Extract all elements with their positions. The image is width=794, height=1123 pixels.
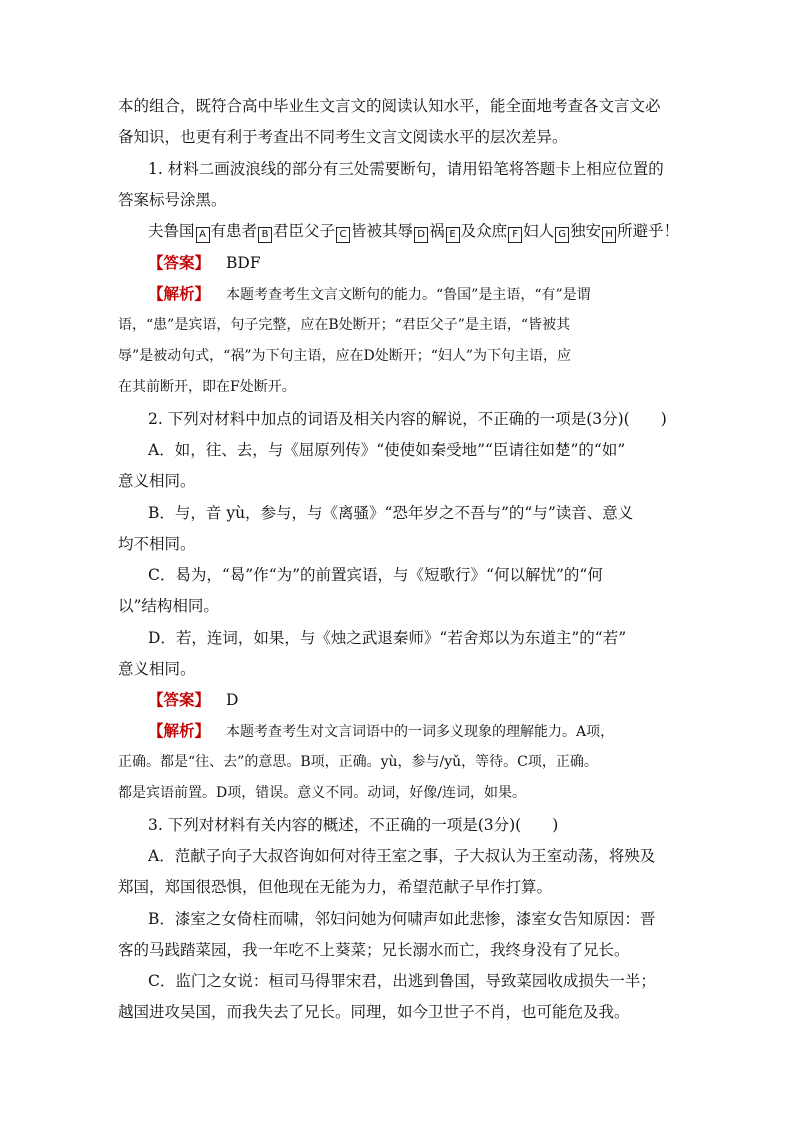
q1-analysis-line-1 [148, 284, 591, 305]
break-marker-c[interactable]: C [336, 227, 350, 243]
break-marker-h[interactable]: H [602, 227, 616, 243]
q1-answer [148, 253, 261, 273]
sentence-part: 及众庶 [460, 222, 508, 240]
break-marker-g[interactable]: G [555, 227, 569, 243]
sentence-part: 所避乎！ [617, 222, 680, 240]
q2-stem: 2. 下列对材料中加点的词语及相关内容的解说，不正确的一项是(3分)( ) [148, 410, 667, 428]
q1-sentence [148, 221, 679, 243]
q2-option-c-line-1: C．曷为，“曷”作“为”的前置宾语，与《短歌行》“何以解忧”的“何 [148, 566, 603, 584]
answer-value: BDF [226, 254, 261, 272]
q2-option-a-line-1: A．如，往、去，与《屈原列传》“使使如秦受地”“臣请往如楚”的“如” [148, 441, 626, 459]
q3-option-c-line-1: C．监门之女说：桓司马得罪宋君，出逃到鲁国，导致菜园收成损失一半； [148, 972, 656, 990]
q2-analysis-line-2: 正确。都是“往、去”的意思。B项，正确。yù，参与/yǔ，等待。C项，正确。 [118, 754, 598, 770]
sentence-part: 皆被其辱 [351, 222, 414, 240]
q3-option-a-line-1: A．范献子向子大叔咨询如何对待王室之事，子大叔认为王室动荡，将殃及 [148, 847, 656, 865]
q1-stem-line-1: 1. 材料二画波浪线的部分有三处需要断句，请用铅笔将答题卡上相应位置的 [148, 160, 664, 178]
analysis-text: 本题考查考生对文言词语中的一词多义现象的理解能力。A项， [226, 724, 615, 740]
q2-option-a-line-2: 意义相同。 [118, 472, 196, 490]
answer-label: 【答案】 [148, 690, 211, 709]
break-marker-a[interactable]: A [196, 227, 210, 243]
answer-label: 【答案】 [148, 253, 211, 272]
sentence-part: 独安 [570, 222, 602, 240]
break-marker-f[interactable]: F [508, 227, 522, 243]
q1-analysis-line-2: 语，“患”是宾语，句子完整，应在B处断开；“君臣父子”是主语，“皆被其 [118, 317, 571, 333]
analysis-text: 本题考查考生文言文断句的能力。“鲁国”是主语，“有”是谓 [226, 287, 591, 303]
sentence-part: 君臣父子 [273, 222, 336, 240]
break-marker-b[interactable]: B [258, 227, 272, 243]
intro-line-1: 本的组合，既符合高中毕业生文言文的阅读认知水平，能全面地考查各文言文必 [118, 97, 661, 115]
q2-option-d-line-2: 意义相同。 [118, 660, 196, 678]
q3-option-b-line-1: B．漆室之女倚柱而啸，邻妇问她为何啸声如此悲惨，漆室女告知原因：晋 [148, 910, 656, 928]
break-marker-d[interactable]: D [414, 227, 428, 243]
q1-analysis-line-4: 在其前断开，即在F处断开。 [118, 379, 296, 395]
q2-analysis-line-1 [148, 721, 614, 742]
intro-line-2: 备知识，也更有利于考查出不同考生文言文阅读水平的层次差异。 [118, 128, 568, 146]
q2-answer [148, 690, 238, 710]
sentence-part: 有患者 [210, 222, 258, 240]
q2-option-c-line-2: 以”结构相同。 [118, 597, 219, 615]
q3-option-c-line-2: 越国进攻吴国，而我失去了兄长。同理，如今卫世子不肖，也可能危及我。 [118, 1003, 630, 1021]
q2-option-d-line-1: D．若，连词，如果，与《烛之武退秦师》“若舍郑以为东道主”的“若” [148, 629, 627, 647]
q3-option-b-line-2: 客的马践踏菜园，我一年吃不上葵菜；兄长溺水而亡，我终身没有了兄长。 [118, 941, 630, 959]
sentence-part: 妇人 [523, 222, 555, 240]
q3-stem: 3. 下列对材料有关内容的概述，不正确的一项是(3分)( ) [148, 816, 559, 834]
q1-analysis-line-3: 辱”是被动句式，“祸”为下句主语，应在D处断开；“妇人”为下句主语，应 [118, 348, 572, 364]
q1-stem-line-2: 答案标号涂黑。 [118, 191, 227, 209]
sentence-part: 夫鲁国 [148, 222, 195, 240]
q3-option-a-line-2: 郑国，郑国很恐惧，但他现在无能为力，希望范献子早作打算。 [118, 878, 553, 896]
q2-option-b-line-2: 均不相同。 [118, 535, 196, 553]
analysis-label: 【解析】 [148, 284, 211, 303]
q2-option-b-line-1: B．与，音 yù，参与，与《离骚》“恐年岁之不吾与”的“与”读音、意义 [148, 504, 634, 522]
q2-analysis-line-3: 都是宾语前置。D项，错误。意义不同。动词，好像/连词，如果。 [118, 785, 526, 801]
analysis-label: 【解析】 [148, 721, 211, 740]
sentence-part: 祸 [429, 222, 445, 240]
break-marker-e[interactable]: E [446, 227, 460, 243]
answer-value: D [226, 691, 239, 709]
